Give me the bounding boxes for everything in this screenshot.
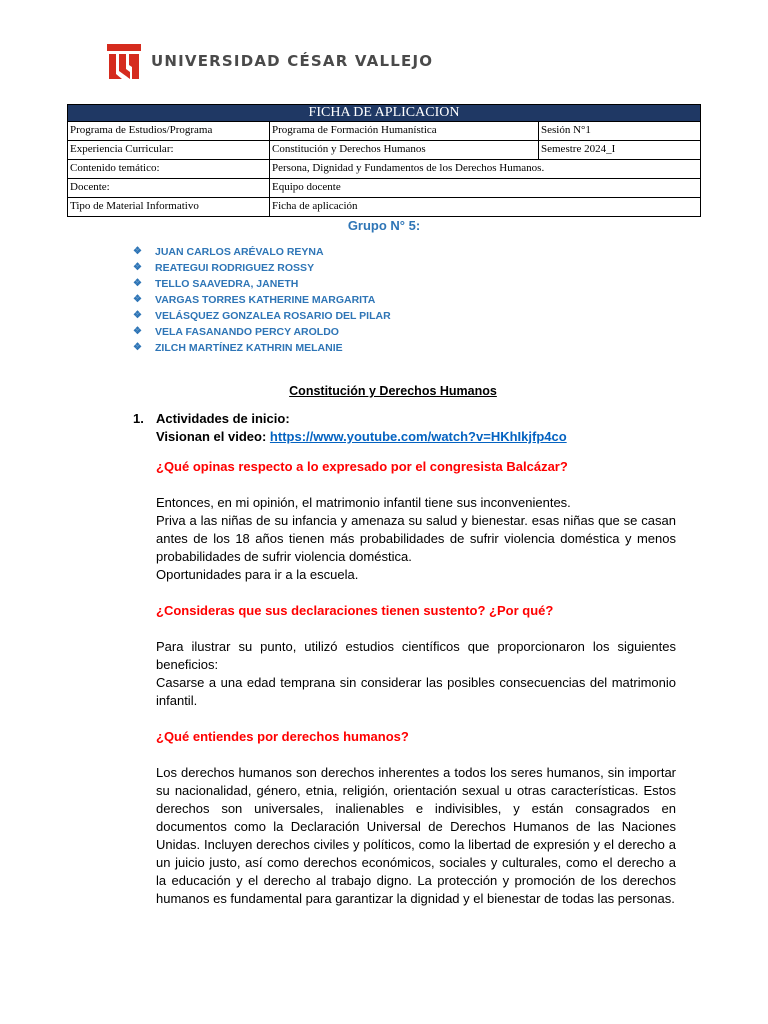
- row-label: Programa de Estudios/Programa: [68, 122, 270, 141]
- answer-paragraph: Priva a las niñas de su infancia y amenaza su salud y bienestar. esas niñas que se casan antes de los 18 años tienen más probabilidades de sufrir violencia doméstica y menos probabilidades de sufrir violencia doméstica.: [156, 513, 676, 564]
- row-value: Constitución y Derechos Humanos: [270, 141, 539, 160]
- document-body: [133, 410, 676, 908]
- member-name: VELÁSQUEZ GONZALEA ROSARIO DEL PILAR: [155, 310, 391, 322]
- university-name: UNIVERSIDAD CÉSAR VALLEJO: [151, 51, 434, 70]
- row-label: Tipo de Material Informativo: [68, 198, 270, 217]
- row-label: Docente:: [68, 179, 270, 198]
- diamond-bullet-icon: ❖: [133, 326, 142, 337]
- diamond-bullet-icon: ❖: [133, 294, 142, 305]
- question-2: ¿Consideras que sus declaraciones tienen sustento? ¿Por qué?: [156, 603, 554, 618]
- table-row: [68, 198, 701, 217]
- document-title: Constitución y Derechos Humanos: [289, 384, 497, 398]
- answer-paragraph: Casarse a una edad temprana sin considerar las posibles consecuencias del matrimonio infantil.: [156, 675, 676, 708]
- row-value: Persona, Dignidad y Fundamentos de los Derechos Humanos.: [270, 160, 701, 179]
- list-item: [133, 260, 391, 276]
- list-item: [133, 244, 391, 260]
- diamond-bullet-icon: ❖: [133, 342, 142, 353]
- question-1: ¿Qué opinas respecto a lo expresado por el congresista Balcázar?: [156, 459, 568, 474]
- member-name: JUAN CARLOS ARÉVALO REYNA: [155, 246, 324, 258]
- row-extra: Semestre 2024_I: [539, 141, 701, 160]
- ficha-title: FICHA DE APLICACION: [68, 105, 701, 122]
- answer-paragraph: Los derechos humanos son derechos inherentes a todos los seres humanos, sin importar su nacionalidad, género, etnia, religión, orientación sexual u otras características. Estos derechos son universales, inalienables e indivisibles, y están consagrados en documentos como la Declaración Universal de Derechos Humanos de las Naciones Unidas. Incluyen derechos civiles y políticos, como la libertad de expresión y el derecho a un juicio justo, así como derechos económicos, sociales y culturales, como el derecho a la educación y el derecho al trabajo digno. La protección y promoción de los derechos humanos es fundamental para garantizar la dignidad y el bienestar de todas las personas.: [156, 765, 676, 906]
- table-row: [68, 160, 701, 179]
- member-name: REATEGUI RODRIGUEZ ROSSY: [155, 262, 315, 274]
- row-label: Contenido temático:: [68, 160, 270, 179]
- table-row: [68, 122, 701, 141]
- university-logo: [107, 42, 433, 80]
- video-label: Visionan el video:: [156, 429, 267, 444]
- diamond-bullet-icon: ❖: [133, 246, 142, 257]
- answer-paragraph: Oportunidades para ir a la escuela.: [156, 567, 359, 582]
- member-list: [133, 244, 391, 356]
- list-item: [133, 276, 391, 292]
- ficha-table: [67, 104, 701, 217]
- row-label: Experiencia Curricular:: [68, 141, 270, 160]
- table-row: [68, 179, 701, 198]
- row-value: Programa de Formación Humanística: [270, 122, 539, 141]
- row-extra: Sesión N°1: [539, 122, 701, 141]
- list-item: [133, 340, 391, 356]
- diamond-bullet-icon: ❖: [133, 278, 142, 289]
- table-row: [68, 141, 701, 160]
- member-name: VELA FASANANDO PERCY AROLDO: [155, 326, 339, 338]
- question-3: ¿Qué entiendes por derechos humanos?: [156, 729, 409, 744]
- list-item: [133, 292, 391, 308]
- row-value: Ficha de aplicación: [270, 198, 701, 217]
- row-value: Equipo docente: [270, 179, 701, 198]
- ucv-shield-icon: [107, 42, 141, 80]
- answer-paragraph: Entonces, en mi opinión, el matrimonio infantil tiene sus inconvenientes.: [156, 495, 571, 510]
- member-name: VARGAS TORRES KATHERINE MARGARITA: [155, 294, 376, 306]
- answer-paragraph: Para ilustrar su punto, utilizó estudios científicos que proporcionaron los siguientes beneficios:: [156, 639, 676, 672]
- list-item: [133, 324, 391, 340]
- member-name: ZILCH MARTÍNEZ KATHRIN MELANIE: [155, 342, 343, 354]
- section-heading: Actividades de inicio:: [156, 411, 290, 426]
- member-name: TELLO SAAVEDRA, JANETH: [155, 278, 299, 290]
- section-activities: [133, 410, 676, 446]
- list-item: [133, 308, 391, 324]
- diamond-bullet-icon: ❖: [133, 310, 142, 321]
- group-title: Grupo N° 5:: [347, 218, 421, 233]
- ficha-header-row: [68, 105, 701, 122]
- diamond-bullet-icon: ❖: [133, 262, 142, 273]
- video-link[interactable]: https://www.youtube.com/watch?v=HKhIkjfp4co: [269, 429, 567, 444]
- section-number: 1.: [133, 411, 144, 426]
